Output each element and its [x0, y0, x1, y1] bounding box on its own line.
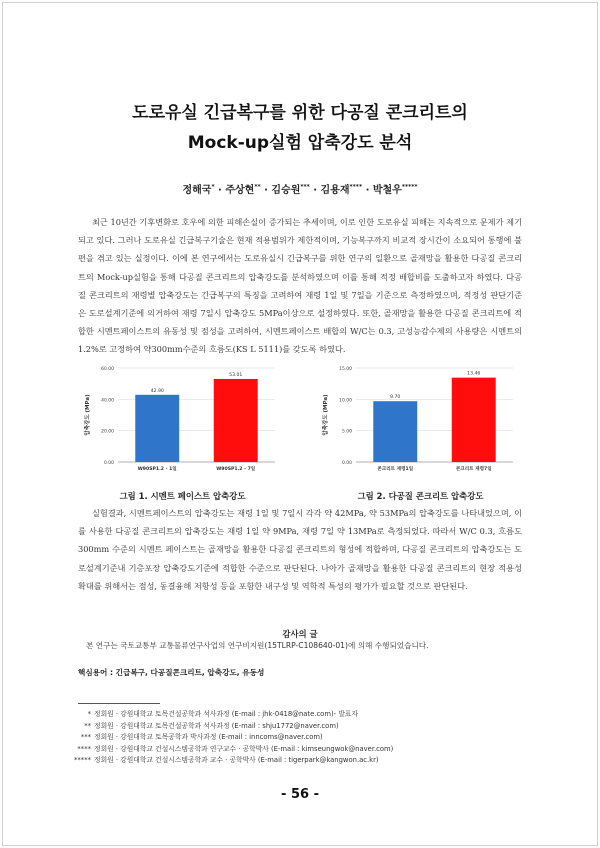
footnotes — [70, 709, 530, 767]
data-label: 9.70 — [390, 395, 401, 401]
y-tick-label: 15.00 — [339, 367, 352, 372]
results-paragraph: 실험결과, 시멘트페이스트의 압축강도는 재령 1일 및 7일시 각각 약 42MPa, 약 53MPa의 압축강도를 나타내었으며, 이를 사용한 다공질 콘크리트의 압축강도는 재령 1일 약 9MPa, 재령 7일 약 13MPa로 측정되었다. 따라서 W/C 0.3, 흐름도 300mm 수준의 시멘트 페이스트는 골재망을 활용한 다공질 콘크리트의 형성에 적합하며, 다공질 콘크리트의 압축강도는 도로설계기준내 기층포장 압축강도기준에 적합한 수준으로 판단된다. 나아가 골재망을 활용한 다공질 콘크리트의 현장 적용성 확대를 위해서는 점성, 동결융해 저항성 등을 포함한 내구성 및 역학적 특성의 평가가 필요할 것으로 판단된다. — [78, 508, 522, 591]
author: 박철우***** — [372, 183, 418, 196]
author: 김용재**** · — [320, 183, 373, 196]
page-number: - 56 - — [281, 787, 319, 802]
abstract-paragraph: 최근 10년간 기후변화로 호우에 의한 피해손실이 증가되는 추세이며, 이로 인한 도로유실 피해는 지속적으로 문제가 제기되고 있다. 그러나 도로유실 긴급복구기술은 현재 적용범위가 제한적이며, 기능복구까지 비교적 장시간이 소요되어 통행에 불편을 겪고 있는 실정이다. 이에 본 연구에서는 도로유실시 긴급복구를 위한 연구의 일환으로 골재망을 활용한 다공질 콘크리트의 Mock-up실험을 통해 다공질 콘크리트의 압축강도를 분석하였으며 이를 통해 적정 배합비를 도출하고자 하였다. 다공질 콘크리트의 재령별 압축강도는 긴급복구의 특징을 고려하여 재령 1일 및 7일을 기준으로 측정하였으며, 적정성 판단기준은 도로설계기준에 의거하여 재령 7일시 압축강도 5MPa이상으로 설정하였다. 또한, 골재망을 활용한 다공질 콘크리트에 적합한 시멘트페이스트의 유동성 및 점성을 고려하여, 시멘트페이스트 배합의 W/C는 0.3, 고성능감수제의 사용량은 시멘트의 1.2%로 고정하여 약300mm수준의 흐름도(KS L 5111)를 갖도록 하였다. — [78, 217, 522, 355]
y-tick-label: 0.00 — [341, 461, 352, 466]
y-tick-label: 10.00 — [339, 398, 352, 404]
x-tick-label: W90SP1.2 - 1일 — [137, 467, 177, 472]
paper-title-line1: 도로유실 긴급복구를 위한 다공질 콘크리트의 — [132, 103, 468, 123]
keywords: 핵심용어 : 긴급복구, 다공질콘크리트, 압축강도, 유동성 — [78, 668, 265, 677]
bar — [135, 395, 179, 462]
author: 정해국* · — [182, 183, 226, 196]
footnote: **** 정회원 · 강원대학교 건설시스템공학과 연구교수 · 공학박사 (E-mail : kimseungwok@naver.com) — [77, 744, 394, 753]
footnote-divider — [78, 703, 160, 704]
bar — [214, 379, 258, 462]
y-tick-label: 40.00 — [101, 398, 114, 404]
author-list — [0, 181, 600, 196]
y-axis-label: 압축강도 (MPa) — [85, 394, 91, 436]
figure-1-caption: 그림 1. 시멘트 페이스트 압축강도 — [119, 491, 246, 501]
y-tick-label: 5.00 — [341, 429, 352, 435]
data-label: 13.46 — [467, 371, 481, 377]
paper-title-line2: Mock-up실험 압축강도 분석 — [187, 133, 413, 153]
bar — [373, 401, 417, 462]
author: 김승원*** · — [271, 183, 321, 196]
author: 주상현** · — [225, 183, 272, 196]
acknowledgement-title: 감사의 글 — [282, 629, 318, 639]
x-tick-label: W90SP1.2 - 7일 — [216, 467, 256, 472]
footnote: * 정회원 · 강원대학교 토목건설공학과 석사과정 (E-mail : jhk-0418@nate.com)- 발표자 — [87, 710, 358, 718]
data-label: 53.01 — [229, 372, 243, 378]
data-label: 42.90 — [150, 388, 164, 394]
y-tick-label: 60.00 — [101, 367, 114, 372]
x-tick-label: 콘크리트 재령1일 — [377, 467, 414, 472]
footnote: ** 정회원 · 강원대학교 토목건설공학과 석사과정 (E-mail : shju1772@naver.com) — [84, 721, 339, 730]
footnote: *** 정회원 · 강원대학교 토목공학과 박사과정 (E-mail : inncoms@naver.com) — [80, 733, 323, 742]
chart-cement-paste — [80, 360, 285, 486]
chart-porous-concrete — [318, 360, 523, 486]
x-tick-label: 콘크리트 재령7일 — [455, 467, 492, 472]
y-axis-label: 압축강도 (MPa) — [323, 394, 329, 436]
bar — [452, 378, 496, 462]
acknowledgement-text: 본 연구는 국토교통부 교통물류연구사업의 연구비지원(15TLRP-C108640-01)에 의해 수행되었습니다. — [86, 641, 429, 650]
figure-2-caption: 그림 2. 다공질 콘크리트 압축강도 — [357, 491, 484, 501]
y-tick-label: 20.00 — [101, 429, 114, 435]
footnote: ***** 정회원 · 강원대학교 건설시스템공학과 교수 · 공학박사 (E-mail : tigerpark@kangwon.ac.kr) — [74, 756, 379, 765]
y-tick-label: 0.00 — [103, 461, 114, 466]
